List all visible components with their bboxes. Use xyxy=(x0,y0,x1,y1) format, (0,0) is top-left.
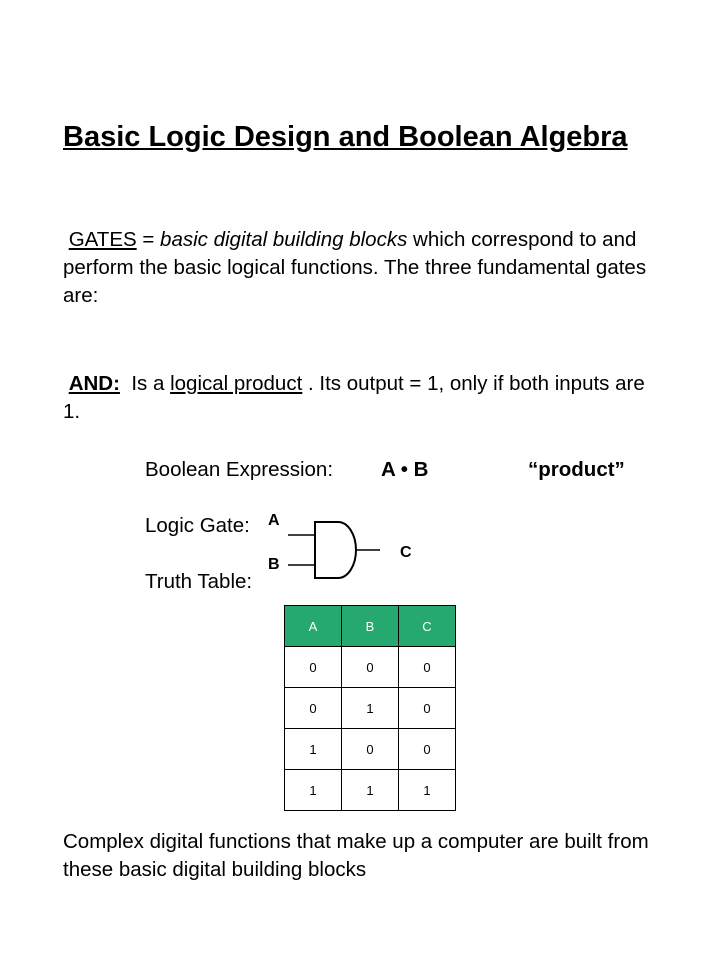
gate-input-a-label: A xyxy=(268,512,280,529)
truth-table-cell: 0 xyxy=(399,729,456,770)
and-gate-diagram xyxy=(260,505,430,585)
logic-gate-label: Logic Gate: xyxy=(145,514,250,537)
and-paragraph xyxy=(63,370,663,426)
closing-paragraph: Complex digital functions that make up a computer are built from these basic digital building blocks xyxy=(63,830,649,881)
boolean-expression-line xyxy=(145,456,625,484)
truth-table-header-b: B xyxy=(342,606,399,647)
boolean-expression-value: A • B xyxy=(381,458,429,481)
truth-table-cell: 1 xyxy=(342,688,399,729)
truth-table-cell: 0 xyxy=(399,647,456,688)
truth-table-cell: 1 xyxy=(285,770,342,811)
truth-table-row xyxy=(285,770,456,811)
truth-table-cell: 0 xyxy=(342,729,399,770)
truth-table-cell: 0 xyxy=(285,688,342,729)
truth-table-header-c: C xyxy=(399,606,456,647)
truth-table-row xyxy=(285,647,456,688)
truth-table-row xyxy=(285,729,456,770)
truth-table-header-row xyxy=(285,606,456,647)
truth-table-cell: 1 xyxy=(342,770,399,811)
boolean-expression-name: “product” xyxy=(528,458,625,481)
truth-table-cell: 0 xyxy=(285,647,342,688)
truth-table-cell: 1 xyxy=(285,729,342,770)
boolean-expression-label: Boolean Expression: xyxy=(145,458,334,481)
gates-equals: = xyxy=(136,228,161,251)
truth-table-cell: 0 xyxy=(342,647,399,688)
and-gate-symbol xyxy=(315,522,356,578)
gates-definition: basic digital building blocks xyxy=(160,228,408,251)
gates-paragraph xyxy=(63,226,663,310)
logical-product-term: logical product xyxy=(170,372,303,395)
truth-table-row xyxy=(285,688,456,729)
gates-rest: which correspond to and perform the basic logical functions. The three fundamental gates are: xyxy=(63,228,647,307)
truth-table-label: Truth Table: xyxy=(145,570,253,593)
truth-table xyxy=(284,605,456,811)
gate-output-c-label: C xyxy=(400,544,412,561)
page-title: Basic Logic Design and Boolean Algebra xyxy=(63,121,628,153)
and-rest: . Its output = 1, only if both inputs are 1. xyxy=(63,372,645,423)
truth-table-header-a: A xyxy=(285,606,342,647)
and-lead: Is a xyxy=(119,372,171,395)
gate-input-b-label: B xyxy=(268,556,280,573)
truth-table-cell: 1 xyxy=(399,770,456,811)
and-term: AND: xyxy=(68,372,120,395)
gates-term: GATES xyxy=(68,228,137,251)
truth-table-cell: 0 xyxy=(399,688,456,729)
